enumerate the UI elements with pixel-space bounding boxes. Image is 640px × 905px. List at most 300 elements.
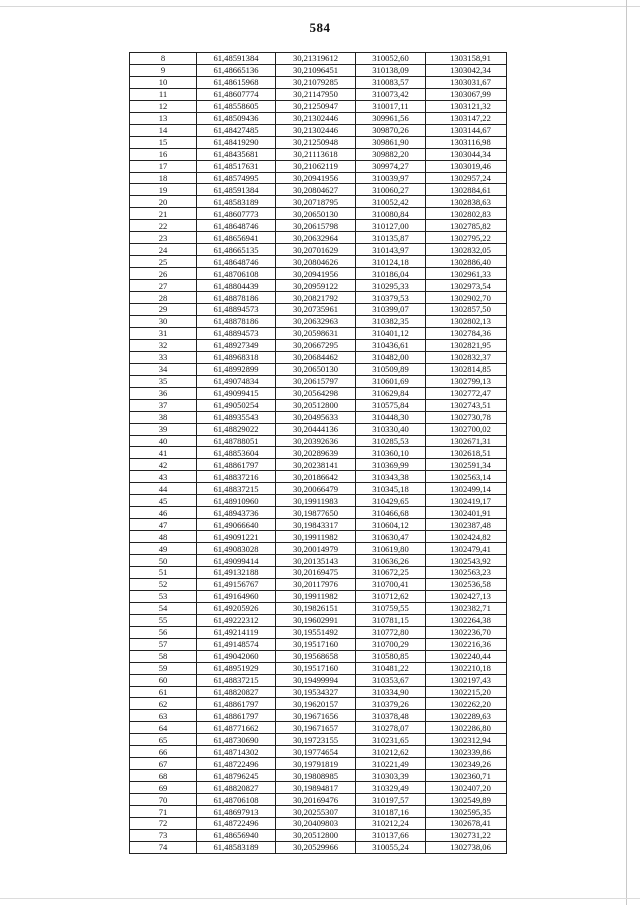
longitude-cell: 30,20409803 xyxy=(276,818,356,830)
table-row xyxy=(130,770,507,782)
x-coordinate-cell: 310186,04 xyxy=(356,268,426,280)
x-coordinate-cell: 310197,57 xyxy=(356,794,426,806)
x-coordinate-cell: 310369,99 xyxy=(356,459,426,471)
table-row xyxy=(130,315,507,327)
x-coordinate-cell: 309861,90 xyxy=(356,136,426,148)
x-coordinate-cell: 310636,26 xyxy=(356,555,426,567)
y-coordinate-cell: 1302563,14 xyxy=(426,471,507,483)
latitude-cell: 61,48861797 xyxy=(197,698,276,710)
table-row xyxy=(130,602,507,614)
longitude-cell: 30,19911982 xyxy=(276,590,356,602)
x-coordinate-cell: 310629,84 xyxy=(356,387,426,399)
table-row xyxy=(130,507,507,519)
table-row xyxy=(130,244,507,256)
table-row xyxy=(130,471,507,483)
table-row xyxy=(130,124,507,136)
longitude-cell: 30,19534327 xyxy=(276,686,356,698)
latitude-cell: 61,49214119 xyxy=(197,626,276,638)
latitude-cell: 61,48951929 xyxy=(197,662,276,674)
y-coordinate-cell: 1302427,13 xyxy=(426,590,507,602)
latitude-cell: 61,48435681 xyxy=(197,148,276,160)
point-number: 64 xyxy=(130,722,197,734)
x-coordinate-cell: 310575,84 xyxy=(356,399,426,411)
point-number: 57 xyxy=(130,638,197,650)
x-coordinate-cell: 310601,69 xyxy=(356,375,426,387)
y-coordinate-cell: 1302772,47 xyxy=(426,387,507,399)
latitude-cell: 61,48607774 xyxy=(197,88,276,100)
y-coordinate-cell: 1302197,43 xyxy=(426,674,507,686)
longitude-cell: 30,20186642 xyxy=(276,471,356,483)
latitude-cell: 61,49091221 xyxy=(197,531,276,543)
table-row xyxy=(130,794,507,806)
table-row xyxy=(130,339,507,351)
y-coordinate-cell: 1302286,80 xyxy=(426,722,507,734)
table-row xyxy=(130,758,507,770)
y-coordinate-cell: 1302216,36 xyxy=(426,638,507,650)
x-coordinate-cell: 310382,35 xyxy=(356,315,426,327)
x-coordinate-cell: 310052,42 xyxy=(356,196,426,208)
y-coordinate-cell: 1302543,92 xyxy=(426,555,507,567)
point-number: 43 xyxy=(130,471,197,483)
latitude-cell: 61,48656940 xyxy=(197,829,276,841)
latitude-cell: 61,48427485 xyxy=(197,124,276,136)
table-row xyxy=(130,829,507,841)
x-coordinate-cell: 310630,47 xyxy=(356,531,426,543)
point-number: 22 xyxy=(130,220,197,232)
point-number: 33 xyxy=(130,351,197,363)
x-coordinate-cell: 310135,87 xyxy=(356,232,426,244)
table-row xyxy=(130,327,507,339)
latitude-cell: 61,49099414 xyxy=(197,555,276,567)
x-coordinate-cell: 310017,11 xyxy=(356,100,426,112)
longitude-cell: 30,19808985 xyxy=(276,770,356,782)
y-coordinate-cell: 1302360,71 xyxy=(426,770,507,782)
latitude-cell: 61,48722496 xyxy=(197,758,276,770)
table-row xyxy=(130,411,507,423)
longitude-cell: 30,21096451 xyxy=(276,64,356,76)
longitude-cell: 30,21250948 xyxy=(276,136,356,148)
point-number: 18 xyxy=(130,172,197,184)
y-coordinate-cell: 1302595,35 xyxy=(426,806,507,818)
x-coordinate-cell: 310353,67 xyxy=(356,674,426,686)
longitude-cell: 30,20632964 xyxy=(276,232,356,244)
latitude-cell: 61,48829022 xyxy=(197,423,276,435)
y-coordinate-cell: 1302424,82 xyxy=(426,531,507,543)
y-coordinate-cell: 1302902,70 xyxy=(426,292,507,304)
y-coordinate-cell: 1302678,41 xyxy=(426,818,507,830)
point-number: 56 xyxy=(130,626,197,638)
x-coordinate-cell: 310712,62 xyxy=(356,590,426,602)
x-coordinate-cell: 310212,24 xyxy=(356,818,426,830)
point-number: 45 xyxy=(130,495,197,507)
y-coordinate-cell: 1302536,58 xyxy=(426,578,507,590)
latitude-cell: 61,49164960 xyxy=(197,590,276,602)
coordinates-table xyxy=(129,52,507,854)
point-number: 17 xyxy=(130,160,197,172)
x-coordinate-cell: 310345,18 xyxy=(356,483,426,495)
point-number: 71 xyxy=(130,806,197,818)
point-number: 13 xyxy=(130,112,197,124)
point-number: 74 xyxy=(130,841,197,853)
x-coordinate-cell: 310080,84 xyxy=(356,208,426,220)
longitude-cell: 30,20238141 xyxy=(276,459,356,471)
longitude-cell: 30,20117976 xyxy=(276,578,356,590)
x-coordinate-cell: 310466,68 xyxy=(356,507,426,519)
y-coordinate-cell: 1302973,54 xyxy=(426,280,507,292)
longitude-cell: 30,19499994 xyxy=(276,674,356,686)
table-row xyxy=(130,459,507,471)
longitude-cell: 30,20615798 xyxy=(276,220,356,232)
longitude-cell: 30,20392636 xyxy=(276,435,356,447)
table-row xyxy=(130,136,507,148)
latitude-cell: 61,48943736 xyxy=(197,507,276,519)
table-row xyxy=(130,220,507,232)
latitude-cell: 61,48837215 xyxy=(197,674,276,686)
x-coordinate-cell: 310212,62 xyxy=(356,746,426,758)
longitude-cell: 30,20169476 xyxy=(276,794,356,806)
point-number: 16 xyxy=(130,148,197,160)
point-number: 58 xyxy=(130,650,197,662)
table-row xyxy=(130,447,507,459)
y-coordinate-cell: 1302832,05 xyxy=(426,244,507,256)
latitude-cell: 61,48509436 xyxy=(197,112,276,124)
point-number: 62 xyxy=(130,698,197,710)
x-coordinate-cell: 310619,80 xyxy=(356,543,426,555)
y-coordinate-cell: 1302738,06 xyxy=(426,841,507,853)
longitude-cell: 30,19671656 xyxy=(276,710,356,722)
longitude-cell: 30,19774654 xyxy=(276,746,356,758)
longitude-cell: 30,20444136 xyxy=(276,423,356,435)
table-row xyxy=(130,555,507,567)
table-row xyxy=(130,698,507,710)
longitude-cell: 30,19911982 xyxy=(276,531,356,543)
latitude-cell: 61,49156767 xyxy=(197,578,276,590)
latitude-cell: 61,48853604 xyxy=(197,447,276,459)
y-coordinate-cell: 1302215,20 xyxy=(426,686,507,698)
longitude-cell: 30,19723155 xyxy=(276,734,356,746)
longitude-cell: 30,19671657 xyxy=(276,722,356,734)
table-row xyxy=(130,256,507,268)
x-coordinate-cell: 310509,89 xyxy=(356,363,426,375)
table-row xyxy=(130,614,507,626)
y-coordinate-cell: 1302802,83 xyxy=(426,208,507,220)
y-coordinate-cell: 1302957,24 xyxy=(426,172,507,184)
latitude-cell: 61,49050254 xyxy=(197,399,276,411)
y-coordinate-cell: 1302795,22 xyxy=(426,232,507,244)
point-number: 51 xyxy=(130,566,197,578)
latitude-cell: 61,48517631 xyxy=(197,160,276,172)
latitude-cell: 61,48706108 xyxy=(197,268,276,280)
x-coordinate-cell: 310143,97 xyxy=(356,244,426,256)
table-row xyxy=(130,53,507,65)
latitude-cell: 61,48591384 xyxy=(197,184,276,196)
point-number: 48 xyxy=(130,531,197,543)
y-coordinate-cell: 1302814,85 xyxy=(426,363,507,375)
point-number: 29 xyxy=(130,304,197,316)
latitude-cell: 61,48927349 xyxy=(197,339,276,351)
table-row xyxy=(130,531,507,543)
table-row xyxy=(130,172,507,184)
latitude-cell: 61,48730690 xyxy=(197,734,276,746)
table-row xyxy=(130,650,507,662)
latitude-cell: 61,49042060 xyxy=(197,650,276,662)
latitude-cell: 61,48820827 xyxy=(197,782,276,794)
y-coordinate-cell: 1302549,89 xyxy=(426,794,507,806)
y-coordinate-cell: 1303116,98 xyxy=(426,136,507,148)
y-coordinate-cell: 1302618,51 xyxy=(426,447,507,459)
x-coordinate-cell: 310429,65 xyxy=(356,495,426,507)
table-row xyxy=(130,64,507,76)
longitude-cell: 30,19602991 xyxy=(276,614,356,626)
table-row xyxy=(130,196,507,208)
table-row xyxy=(130,148,507,160)
y-coordinate-cell: 1302312,94 xyxy=(426,734,507,746)
point-number: 15 xyxy=(130,136,197,148)
x-coordinate-cell: 310482,00 xyxy=(356,351,426,363)
table-row xyxy=(130,746,507,758)
longitude-cell: 30,20014979 xyxy=(276,543,356,555)
table-row xyxy=(130,543,507,555)
y-coordinate-cell: 1302886,40 xyxy=(426,256,507,268)
point-number: 39 xyxy=(130,423,197,435)
y-coordinate-cell: 1303031,67 xyxy=(426,76,507,88)
x-coordinate-cell: 310073,42 xyxy=(356,88,426,100)
point-number: 38 xyxy=(130,411,197,423)
longitude-cell: 30,20684462 xyxy=(276,351,356,363)
point-number: 26 xyxy=(130,268,197,280)
x-coordinate-cell: 310379,26 xyxy=(356,698,426,710)
y-coordinate-cell: 1302743,51 xyxy=(426,399,507,411)
longitude-cell: 30,20169475 xyxy=(276,566,356,578)
point-number: 54 xyxy=(130,602,197,614)
point-number: 49 xyxy=(130,543,197,555)
table-row xyxy=(130,782,507,794)
longitude-cell: 30,20941956 xyxy=(276,172,356,184)
x-coordinate-cell: 310436,61 xyxy=(356,339,426,351)
latitude-cell: 61,48722496 xyxy=(197,818,276,830)
latitude-cell: 61,48910960 xyxy=(197,495,276,507)
latitude-cell: 61,48615968 xyxy=(197,76,276,88)
scan-bottom-edge xyxy=(0,898,640,899)
latitude-cell: 61,48935543 xyxy=(197,411,276,423)
x-coordinate-cell: 310285,53 xyxy=(356,435,426,447)
table-row xyxy=(130,626,507,638)
longitude-cell: 30,19877650 xyxy=(276,507,356,519)
x-coordinate-cell: 309961,56 xyxy=(356,112,426,124)
longitude-cell: 30,20289639 xyxy=(276,447,356,459)
point-number: 61 xyxy=(130,686,197,698)
x-coordinate-cell: 310343,38 xyxy=(356,471,426,483)
table-row xyxy=(130,280,507,292)
latitude-cell: 61,48648746 xyxy=(197,220,276,232)
y-coordinate-cell: 1302884,61 xyxy=(426,184,507,196)
page-number: 584 xyxy=(309,20,331,35)
point-number: 27 xyxy=(130,280,197,292)
point-number: 19 xyxy=(130,184,197,196)
table-row xyxy=(130,686,507,698)
x-coordinate-cell: 310401,12 xyxy=(356,327,426,339)
y-coordinate-cell: 1302784,36 xyxy=(426,327,507,339)
longitude-cell: 30,19517160 xyxy=(276,662,356,674)
latitude-cell: 61,48591384 xyxy=(197,53,276,65)
y-coordinate-cell: 1303044,34 xyxy=(426,148,507,160)
longitude-cell: 30,20255307 xyxy=(276,806,356,818)
table-row xyxy=(130,304,507,316)
point-number: 35 xyxy=(130,375,197,387)
table-row xyxy=(130,710,507,722)
longitude-cell: 30,19843317 xyxy=(276,519,356,531)
latitude-cell: 61,48804439 xyxy=(197,280,276,292)
longitude-cell: 30,20615797 xyxy=(276,375,356,387)
longitude-cell: 30,19517160 xyxy=(276,638,356,650)
x-coordinate-cell: 310360,10 xyxy=(356,447,426,459)
y-coordinate-cell: 1302339,86 xyxy=(426,746,507,758)
table-row xyxy=(130,375,507,387)
longitude-cell: 30,20804626 xyxy=(276,256,356,268)
latitude-cell: 61,48607773 xyxy=(197,208,276,220)
y-coordinate-cell: 1302785,82 xyxy=(426,220,507,232)
longitude-cell: 30,19894817 xyxy=(276,782,356,794)
y-coordinate-cell: 1302671,31 xyxy=(426,435,507,447)
latitude-cell: 61,48968318 xyxy=(197,351,276,363)
table-row xyxy=(130,590,507,602)
x-coordinate-cell: 310278,07 xyxy=(356,722,426,734)
latitude-cell: 61,48656941 xyxy=(197,232,276,244)
longitude-cell: 30,21079285 xyxy=(276,76,356,88)
y-coordinate-cell: 1302262,20 xyxy=(426,698,507,710)
latitude-cell: 61,49099415 xyxy=(197,387,276,399)
latitude-cell: 61,48574995 xyxy=(197,172,276,184)
point-number: 28 xyxy=(130,292,197,304)
latitude-cell: 61,48837215 xyxy=(197,483,276,495)
x-coordinate-cell: 310055,24 xyxy=(356,841,426,853)
point-number: 63 xyxy=(130,710,197,722)
y-coordinate-cell: 1302961,33 xyxy=(426,268,507,280)
longitude-cell: 30,21302446 xyxy=(276,112,356,124)
latitude-cell: 61,48583189 xyxy=(197,196,276,208)
table-row xyxy=(130,818,507,830)
x-coordinate-cell: 310124,18 xyxy=(356,256,426,268)
longitude-cell: 30,20941956 xyxy=(276,268,356,280)
point-number: 10 xyxy=(130,76,197,88)
table-row xyxy=(130,88,507,100)
latitude-cell: 61,49132188 xyxy=(197,566,276,578)
point-number: 31 xyxy=(130,327,197,339)
table-row xyxy=(130,100,507,112)
x-coordinate-cell: 310399,07 xyxy=(356,304,426,316)
x-coordinate-cell: 310127,00 xyxy=(356,220,426,232)
longitude-cell: 30,19568658 xyxy=(276,650,356,662)
x-coordinate-cell: 310329,49 xyxy=(356,782,426,794)
y-coordinate-cell: 1302382,71 xyxy=(426,602,507,614)
point-number: 8 xyxy=(130,53,197,65)
table-row xyxy=(130,387,507,399)
x-coordinate-cell: 310039,97 xyxy=(356,172,426,184)
x-coordinate-cell: 310137,66 xyxy=(356,829,426,841)
x-coordinate-cell: 310448,30 xyxy=(356,411,426,423)
longitude-cell: 30,20959122 xyxy=(276,280,356,292)
point-number: 24 xyxy=(130,244,197,256)
y-coordinate-cell: 1302236,70 xyxy=(426,626,507,638)
point-number: 59 xyxy=(130,662,197,674)
y-coordinate-cell: 1302499,14 xyxy=(426,483,507,495)
longitude-cell: 30,20650130 xyxy=(276,363,356,375)
point-number: 44 xyxy=(130,483,197,495)
latitude-cell: 61,49205926 xyxy=(197,602,276,614)
latitude-cell: 61,49148574 xyxy=(197,638,276,650)
latitude-cell: 61,48878186 xyxy=(197,315,276,327)
y-coordinate-cell: 1302407,20 xyxy=(426,782,507,794)
y-coordinate-cell: 1302240,44 xyxy=(426,650,507,662)
table-row xyxy=(130,734,507,746)
longitude-cell: 30,21250947 xyxy=(276,100,356,112)
longitude-cell: 30,20564298 xyxy=(276,387,356,399)
longitude-cell: 30,19551492 xyxy=(276,626,356,638)
longitude-cell: 30,20512800 xyxy=(276,829,356,841)
table-row xyxy=(130,292,507,304)
point-number: 66 xyxy=(130,746,197,758)
table-row xyxy=(130,208,507,220)
point-number: 53 xyxy=(130,590,197,602)
latitude-cell: 61,48706108 xyxy=(197,794,276,806)
latitude-cell: 61,48665136 xyxy=(197,64,276,76)
latitude-cell: 61,48697913 xyxy=(197,806,276,818)
y-coordinate-cell: 1302730,78 xyxy=(426,411,507,423)
y-coordinate-cell: 1302210,18 xyxy=(426,662,507,674)
point-number: 41 xyxy=(130,447,197,459)
longitude-cell: 30,20667295 xyxy=(276,339,356,351)
table-row xyxy=(130,722,507,734)
longitude-cell: 30,20529966 xyxy=(276,841,356,853)
point-number: 73 xyxy=(130,829,197,841)
x-coordinate-cell: 310781,15 xyxy=(356,614,426,626)
latitude-cell: 61,48648746 xyxy=(197,256,276,268)
latitude-cell: 61,48796245 xyxy=(197,770,276,782)
y-coordinate-cell: 1302857,50 xyxy=(426,304,507,316)
x-coordinate-cell: 310604,12 xyxy=(356,519,426,531)
y-coordinate-cell: 1302731,22 xyxy=(426,829,507,841)
x-coordinate-cell: 310759,55 xyxy=(356,602,426,614)
longitude-cell: 30,20650130 xyxy=(276,208,356,220)
x-coordinate-cell: 310052,60 xyxy=(356,53,426,65)
table-row xyxy=(130,423,507,435)
y-coordinate-cell: 1303019,46 xyxy=(426,160,507,172)
longitude-cell: 30,19826151 xyxy=(276,602,356,614)
point-number: 72 xyxy=(130,818,197,830)
y-coordinate-cell: 1302821,95 xyxy=(426,339,507,351)
x-coordinate-cell: 310231,65 xyxy=(356,734,426,746)
latitude-cell: 61,49222312 xyxy=(197,614,276,626)
longitude-cell: 30,21062119 xyxy=(276,160,356,172)
coordinates-table-body xyxy=(130,53,507,854)
y-coordinate-cell: 1303121,32 xyxy=(426,100,507,112)
point-number: 47 xyxy=(130,519,197,531)
point-number: 55 xyxy=(130,614,197,626)
table-row xyxy=(130,268,507,280)
point-number: 36 xyxy=(130,387,197,399)
point-number: 9 xyxy=(130,64,197,76)
scan-right-edge xyxy=(626,0,627,905)
y-coordinate-cell: 1302591,34 xyxy=(426,459,507,471)
x-coordinate-cell: 309974,27 xyxy=(356,160,426,172)
x-coordinate-cell: 309882,20 xyxy=(356,148,426,160)
longitude-cell: 30,20495633 xyxy=(276,411,356,423)
latitude-cell: 61,48419290 xyxy=(197,136,276,148)
point-number: 37 xyxy=(130,399,197,411)
y-coordinate-cell: 1302349,26 xyxy=(426,758,507,770)
latitude-cell: 61,48583189 xyxy=(197,841,276,853)
latitude-cell: 61,48861797 xyxy=(197,710,276,722)
